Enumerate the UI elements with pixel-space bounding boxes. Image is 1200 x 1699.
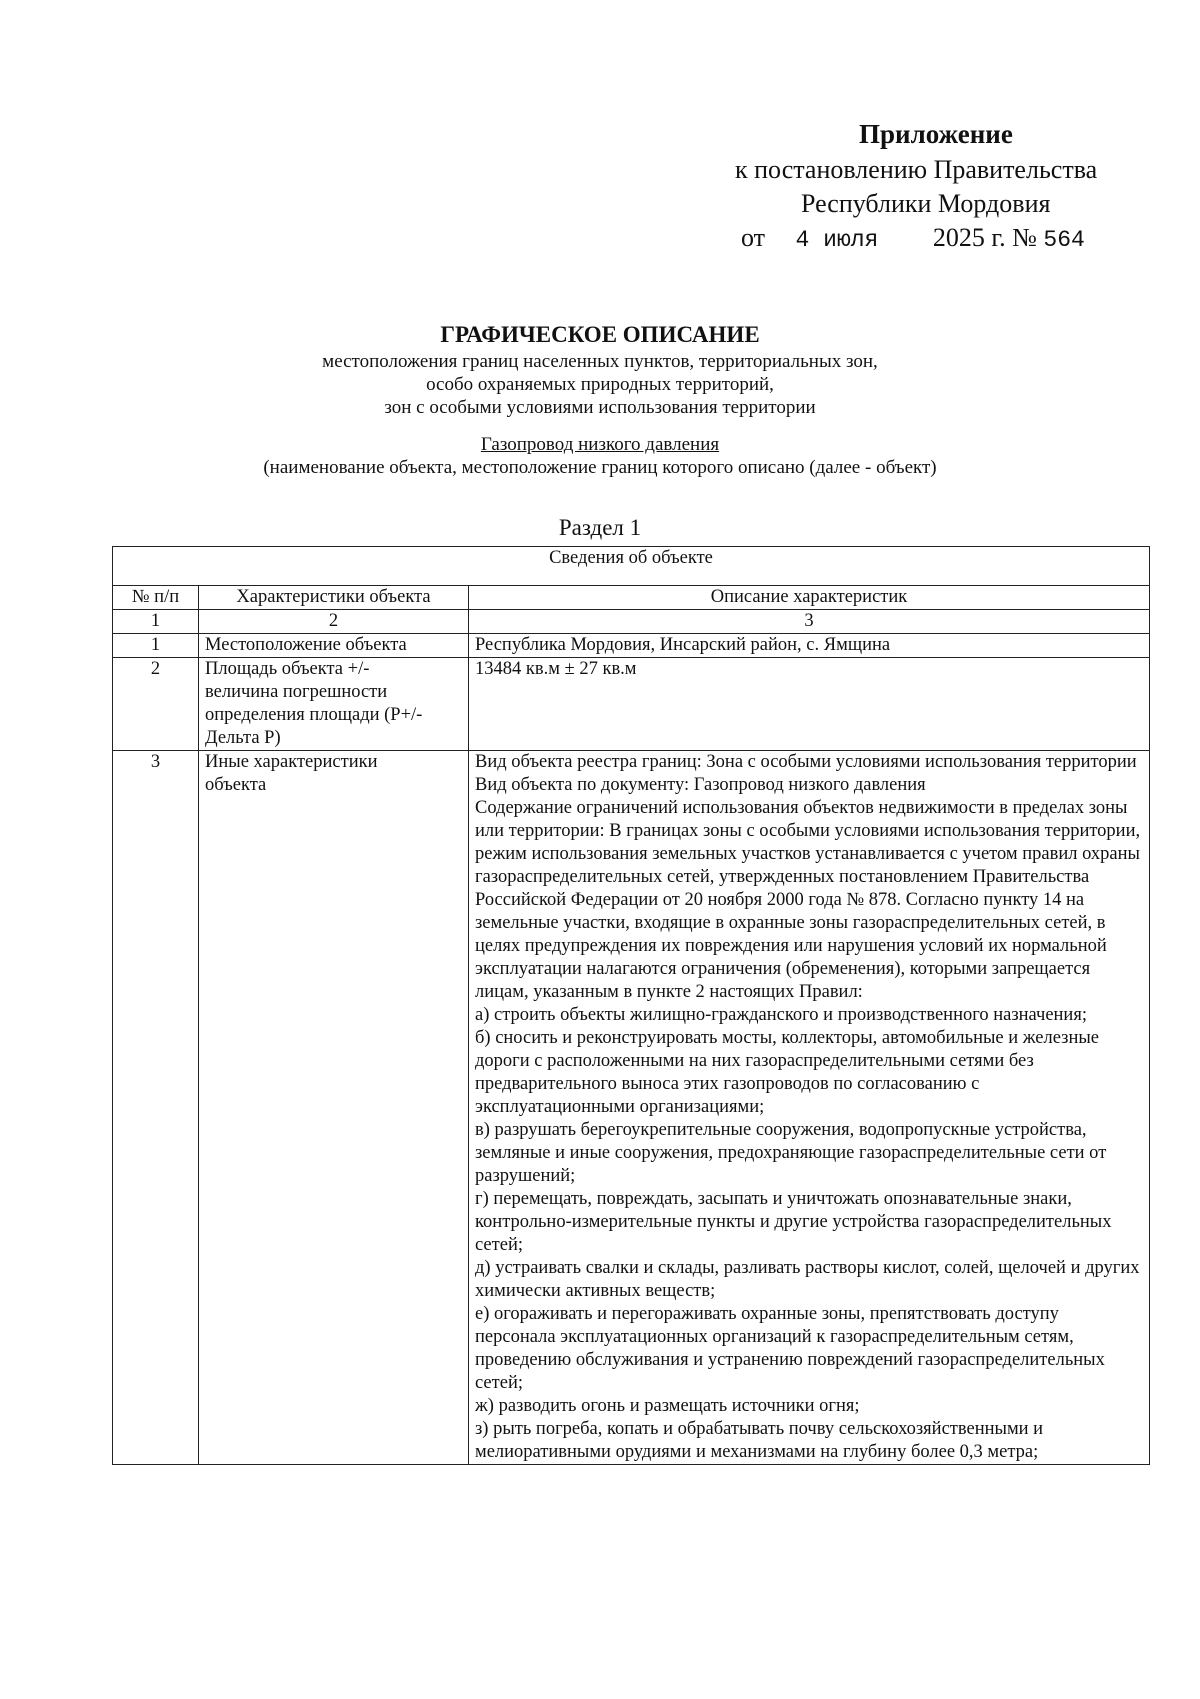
- restriction-item: б) сносить и реконструировать мосты, коллекторы, автомобильные и железные дороги с расположенными на них газораспределительными сетями без предварительного выноса этих газопроводов по согласованию с эксплуатационными организациями;: [475, 1028, 1100, 1117]
- appendix-date: 4 июля: [795, 227, 879, 253]
- row-description: [469, 634, 1150, 658]
- restriction-item: в) разрушать берегоукрепительные сооружения, водопропускные устройства, земляные и иные сооружения, предохраняющие газораспределительные сети от разрушений;: [475, 1120, 1107, 1186]
- appendix-number: 564: [1043, 227, 1085, 253]
- document-title-block: [130, 320, 1070, 479]
- row-description: [469, 658, 1150, 751]
- description-paragraph: Республика Мордовия, Инсарский район, с. Ямщина: [475, 635, 891, 655]
- row-characteristic: Местоположение объекта: [199, 634, 469, 658]
- appendix-date-line: [741, 222, 1085, 256]
- col-number-3: 3: [469, 610, 1150, 634]
- table-header-row: [113, 586, 1150, 610]
- table-caption: Сведения об объекте: [113, 547, 1150, 586]
- restriction-item: з) рыть погреба, копать и обрабатывать почву сельскохозяйственными и мелиоративными орудиями и механизмами на глубину более 0,3 метра;: [475, 1419, 1044, 1462]
- appendix-line-2: Республики Мордовия: [801, 189, 1051, 218]
- table-caption-row: [113, 547, 1150, 586]
- table-row: [113, 658, 1150, 751]
- appendix-from: от: [741, 223, 766, 252]
- object-info-table: [112, 546, 1150, 1465]
- object-caption: (наименование объекта, местоположение границ которого описано (далее - объект): [263, 457, 937, 478]
- row-characteristic: Площадь объекта +/- величина погрешности определения площади (Р+/- Дельта Р): [199, 658, 469, 751]
- description-paragraph: Вид объекта реестра границ: Зона с особыми условиями использования территории: [475, 752, 1137, 772]
- header-description: Описание характеристик: [469, 586, 1150, 610]
- row-num: 1: [113, 634, 199, 658]
- document-subtitle-3: зон с особыми условиями использования территории: [384, 397, 816, 418]
- table-row: [113, 751, 1150, 1465]
- restriction-item: д) устраивать свалки и склады, разливать растворы кислот, солей, щелочей и других химически активных веществ;: [475, 1258, 1140, 1301]
- description-paragraph: Вид объекта по документу: Газопровод низкого давления: [475, 775, 926, 795]
- restriction-item: ж) разводить огонь и размещать источники огня;: [475, 1396, 860, 1416]
- section-title: Раздел 1: [558, 515, 642, 540]
- row-description: [469, 751, 1150, 1465]
- description-paragraph: Содержание ограничений использования объектов недвижимости в пределах зоны или территории: В границах зоны с особыми условиями использования территории, режим использования земельных участков устанавливается с учетом правил охраны газораспределительных сетей, утвержденных постановлением Правительства Российской Федерации от 20 ноября 2000 года № 878. Согласно пункту 14 на земельные участки, входящие в охранные зоны газораспределительных сетей, в целях предупреждения их повреждения или нарушения условий их нормальной эксплуатации налагаются ограничения (обременения), которыми запрещается лицам, указанным в пункте 2 настоящих Правил:: [475, 798, 1141, 1002]
- table-row: [113, 634, 1150, 658]
- col-number-1: 1: [113, 610, 199, 634]
- document-title: ГРАФИЧЕСКОЕ ОПИСАНИЕ: [440, 322, 760, 347]
- appendix-title: Приложение: [859, 119, 1013, 149]
- appendix-year: 2025 г. №: [932, 223, 1037, 252]
- row-characteristic: Иные характеристики объекта: [199, 751, 469, 1465]
- row-num: 3: [113, 751, 199, 1465]
- col-number-2: 2: [199, 610, 469, 634]
- document-subtitle-2: особо охраняемых природных территорий,: [426, 374, 774, 395]
- restriction-item: а) строить объекты жилищно-гражданского и производственного назначения;: [475, 1005, 1087, 1025]
- table-numbering-row: [113, 610, 1150, 634]
- appendix-line-1: к постановлению Правительства: [735, 155, 1098, 184]
- restriction-item: е) огораживать и перегораживать охранные зоны, препятствовать доступу персонала эксплуатационных организаций к газораспределительным сетям, проведению обслуживания и устранению повреждений газораспределительных сетей;: [475, 1304, 1105, 1393]
- row-num: 2: [113, 658, 199, 751]
- header-characteristic: Характеристики объекта: [199, 586, 469, 610]
- header-num: № п/п: [113, 586, 199, 610]
- restriction-item: г) перемещать, повреждать, засыпать и уничтожать опознавательные знаки, контрольно-измерительные пункты и другие устройства газораспределительных сетей;: [475, 1189, 1112, 1255]
- object-name: Газопровод низкого давления: [480, 434, 720, 455]
- description-paragraph: 13484 кв.м ± 27 кв.м: [475, 659, 637, 679]
- document-subtitle-1: местоположения границ населенных пунктов, территориальных зон,: [322, 351, 878, 372]
